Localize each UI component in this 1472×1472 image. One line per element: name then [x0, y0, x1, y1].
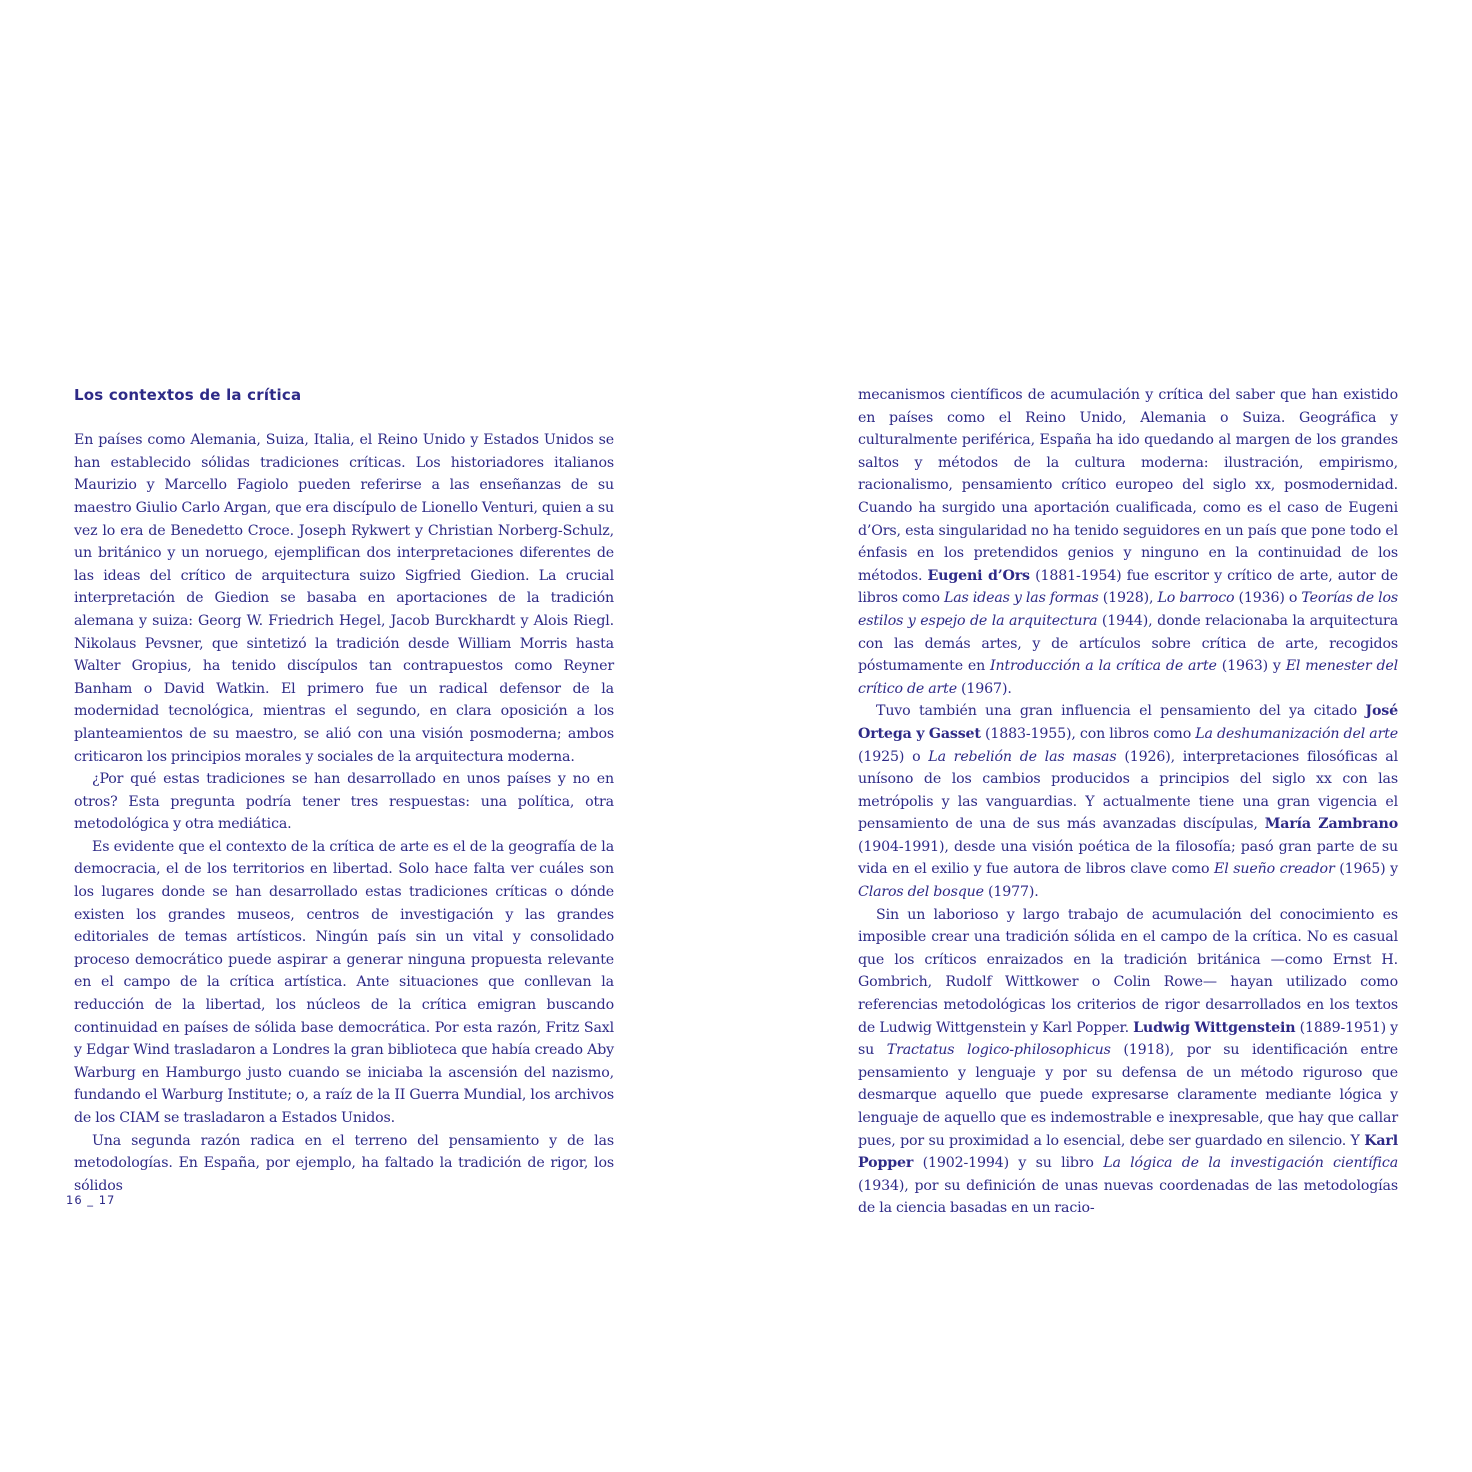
right-body: [858, 384, 1398, 1220]
book-title: Tractatus logico-philosophicus: [886, 1042, 1111, 1059]
right-paragraph-1: [858, 384, 1398, 700]
text-run: (1965) y: [1339, 861, 1399, 878]
left-paragraph-1: En países como Alemania, Suiza, Italia, el Reino Unido y Estados Unidos se han establecido sólidas tradiciones críticas. Los historiadores italianos Maurizio y Marcello Fagiolo pueden referirse a las enseñanzas de su maestro Giulio Carlo Argan, que era discípulo de Lionello Venturi, quien a su vez lo era de Benedetto Croce. Joseph Rykwert y Christian Norberg-Schulz, un británico y un noruego, ejemplifican dos interpretaciones diferentes de las ideas del crítico de arquitectura suizo Sigfried Giedion. La crucial interpretación de Giedion se basaba en aportaciones de la tradición alemana y suiza: Georg W. Friedrich Hegel, Jacob Burckhardt y Alois Riegl. Nikolaus Pevsner, que sintetizó la tradición desde William Morris hasta Walter Gropius, ha tenido discípulos tan contrapuestos como Reyner Banham o David Watkin. El primero fue un radical defensor de la modernidad tecnológica, mientras el segundo, en clara oposición a los planteamientos de su maestro, se alió con una visión posmoderna; ambos criticaron los principios morales y sociales de la arquitectura moderna.: [74, 432, 614, 765]
book-title: El sueño creador: [1214, 861, 1335, 878]
text-run: (1934), por su definición de unas nuevas coordenadas de las metodologías de la ciencia basadas en un racio-: [858, 1177, 1398, 1217]
text-run: (1918), por su identificación entre pensamiento y lenguaje y por su defensa de un método riguroso que desmarque aquello que puede expresarse claramente mediante lógica y lenguaje de aquello que es indemostrable e inexpresable, que hay que callar pues, por su proximidad a lo esencial, debe ser guardado en silencio. Y: [858, 1042, 1399, 1149]
book-title: Teorías de los estilos y espejo de la arquitectura: [858, 590, 1398, 629]
left-page: [74, 384, 614, 1197]
text-run: mecanismos científicos de acumulación y crítica del saber que han existido en países como el Reino Unido, Alemania o Suiza. Geográfica y culturalmente periférica, España ha ido quedando al margen de los grandes saltos y métodos de la cultura moderna: ilustración, empirismo, racionalismo, pensamiento crítico europeo del siglo xx, posmodernidad. Cuando ha surgido una aportación cualificada, como es el caso de Eugeni d’Ors, esta singularidad no ha tenido seguidores en un país que pone todo el énfasis en los pretendidos genios y ninguno en la continuidad de los métodos.: [858, 387, 1398, 584]
section-heading: Los contextos de la crítica: [74, 386, 302, 404]
text-run: (1889-1951) y su: [858, 1019, 1399, 1059]
right-paragraph-2: [858, 700, 1398, 903]
text-run: (1967).: [961, 680, 1012, 697]
left-body: [74, 429, 614, 1197]
book-title: Claros del bosque: [858, 884, 984, 901]
book-title: Las ideas y las formas: [943, 590, 1099, 607]
author-name: José Ortega y Gasset: [858, 703, 1398, 742]
text-run: (1944), donde relacionaba la arquitectura con las demás artes, y de artículos sobre crítica de arte, recogidos póstumamente en: [858, 612, 1399, 675]
author-name: Karl Popper: [858, 1132, 1398, 1172]
page-numbers: 16 _ 17: [66, 1193, 116, 1207]
author-name: Ludwig Wittgenstein: [1133, 1019, 1296, 1036]
text-run: (1881-1954) fue escritor y crítico de arte, autor de libros como: [858, 567, 1399, 607]
book-title: El menester del crítico de arte: [858, 658, 1399, 697]
left-paragraph-4: Una segunda razón radica en el terreno del pensamiento y de las metodologías. En España, por ejemplo, ha faltado la tradición de rigor, los sólidos: [74, 1132, 614, 1194]
book-title: La rebelión de las masas: [928, 748, 1117, 765]
text-run: (1904-1991), desde una visión poética de la filosofía; pasó gran parte de su vida en el exilio y fue autora de libros clave como: [858, 838, 1398, 878]
text-run: (1936) o: [1238, 590, 1298, 607]
book-title: Introducción a la crítica de arte: [990, 658, 1217, 675]
left-paragraph-3: Es evidente que el contexto de la crítica de arte es el de la geografía de la democracia, el de los territorios en libertad. Solo hace falta ver cuáles son los lugares donde se han desarrollado estas tradiciones críticas o dónde existen los grandes museos, centros de investigación y las grandes editoriales de temas artísticos. Ningún país sin un vital y consolidado proceso democrático puede aspirar a generar ninguna propuesta relevante en el campo de la crítica artística. Ante situaciones que conllevan la reducción de la libertad, los núcleos de la crítica emigran buscando continuidad en países de sólida base democrática. Por esta razón, Fritz Saxl y Edgar Wind trasladaron a Londres la gran biblioteca que había creado Aby Warburg en Hamburgo justo cuando se iniciaba la ascensión del nazismo, fundando el Warburg Institute; o, a raíz de la II Guerra Mundial, los archivos de los CIAM se trasladaron a Estados Unidos.: [74, 838, 614, 1126]
text-run: (1883-1955), con libros como: [984, 725, 1192, 742]
text-run: (1902-1994) y su libro: [922, 1155, 1094, 1172]
book-title: La lógica de la investigación científica: [1103, 1155, 1399, 1172]
text-run: (1963) y: [1221, 658, 1281, 675]
left-paragraph-2: ¿Por qué estas tradiciones se han desarrollado en unos países y no en otros? Esta pregunta podría tener tres respuestas: una política, otra metodológica y otra mediática.: [74, 771, 614, 833]
text-run: Tuvo también una gran influencia el pensamiento del ya citado: [876, 703, 1357, 720]
right-paragraph-3: [858, 904, 1398, 1220]
text-run: (1926), interpretaciones filosóficas al unísono de los cambios producidos a principios del siglo xx con las metrópolis y las vanguardias. Y actualmente tiene una gran vigencia el pensamiento de una de sus más avanzadas discípulas,: [858, 748, 1399, 833]
author-name: Eugeni d’Ors: [927, 567, 1030, 584]
right-page: [858, 384, 1398, 1220]
author-name: María Zambrano: [1264, 816, 1399, 833]
book-title: La deshumanización del arte: [1195, 725, 1398, 742]
book-title: Lo barroco: [1157, 590, 1235, 607]
text-run: (1928),: [1102, 590, 1154, 607]
text-run: (1925) o: [858, 748, 921, 765]
text-run: Sin un laborioso y largo trabajo de acumulación del conocimiento es imposible crear una tradición sólida en el campo de la crítica. No es casual que los críticos enraizados en la tradición británica —como Ernst H. Gombrich, Rudolf Wittkower o Colin Rowe— hayan utilizado como referencias metodológicas los criterios de rigor desarrollados en los textos de Ludwig Wittgenstein y Karl Popper.: [858, 906, 1398, 1036]
text-run: (1977).: [987, 884, 1039, 901]
